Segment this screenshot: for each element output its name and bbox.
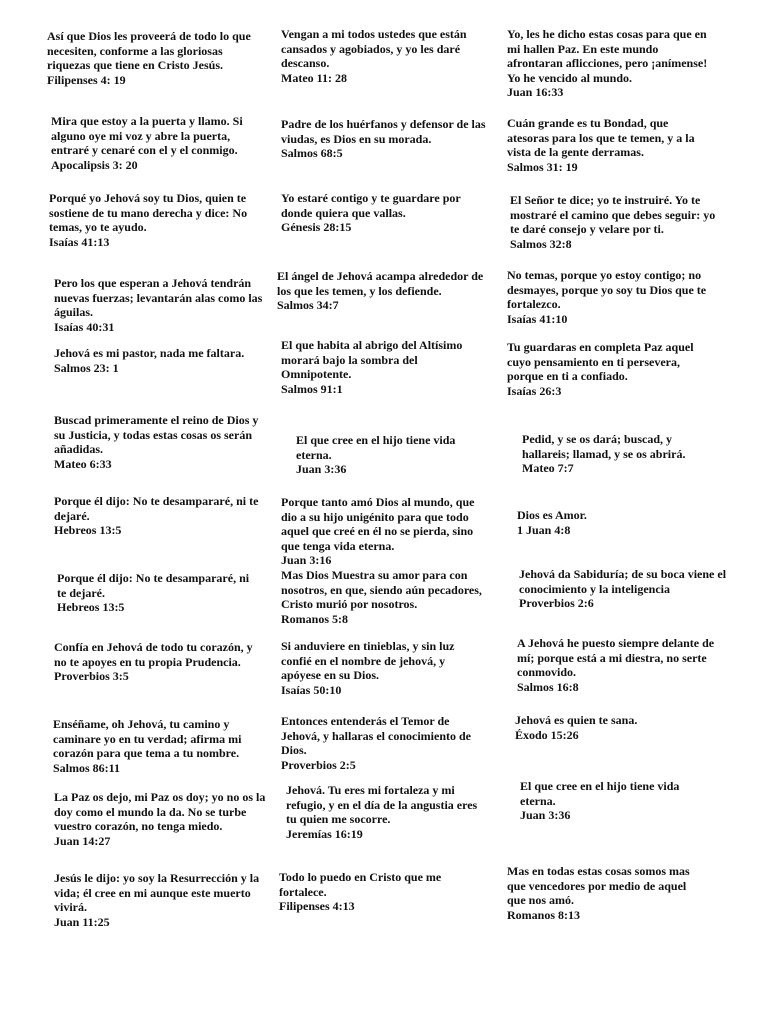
verse-reference: Romanos 5:8 bbox=[281, 611, 349, 626]
verse-reference: Romanos 8:13 bbox=[507, 907, 581, 922]
verse-reference: Génesis 28:15 bbox=[281, 220, 352, 234]
verse-reference: Mateo 6:33 bbox=[54, 456, 112, 471]
verse-card bbox=[47, 29, 261, 87]
verse-reference: Salmos 34:7 bbox=[277, 298, 339, 312]
verse-card bbox=[296, 433, 476, 477]
verse-card bbox=[281, 568, 489, 626]
verse-text: Yo, les he dicho estas cosas para que en mi hallen Paz. En este mundo afrontaran aflicciones, pero ¡anímense! Yo he vencido al mundo. bbox=[507, 27, 708, 85]
verse-text: Jehová da Sabiduría; de su boca viene el conocimiento y la inteligencia bbox=[519, 567, 727, 596]
verse-card bbox=[517, 636, 729, 694]
verse-card bbox=[54, 494, 260, 538]
verse-reference: Salmos 32:8 bbox=[510, 236, 572, 251]
verse-reference: Jeremías 16:19 bbox=[286, 826, 363, 841]
verse-card bbox=[519, 567, 729, 611]
verse-card bbox=[277, 269, 487, 313]
verse-reference: Salmos 68:5 bbox=[281, 146, 343, 160]
verse-text: Porque tanto amó Dios al mundo, que dio a su hijo unigénito para que todo aquel que creé en él no se pierda, sino que tenga vida eterna. bbox=[281, 495, 475, 553]
verse-reference: Salmos 86:11 bbox=[53, 760, 121, 775]
verse-reference: Isaías 40:31 bbox=[54, 319, 115, 334]
verse-text: Así que Dios les proveerá de todo lo que necesiten, conforme a las gloriosas riquezas que tiene en Cristo Jesús. bbox=[47, 29, 251, 72]
verse-card bbox=[510, 193, 724, 251]
verse-text: Jehová. Tu eres mi fortaleza y mi refugio, y en el día de la angustia eres tu quien me socorre. bbox=[286, 783, 478, 826]
verse-reference: Apocalipsis 3: 20 bbox=[51, 157, 138, 172]
verse-reference: Salmos 31: 19 bbox=[507, 159, 578, 174]
verse-card bbox=[54, 640, 264, 684]
verse-reference: Isaías 50:10 bbox=[281, 682, 342, 697]
verse-text: Confía en Jehová de todo tu corazón, y no te apoyes en tu propia Prudencia. bbox=[54, 640, 253, 669]
verse-reference: Proverbios 3:5 bbox=[54, 669, 129, 683]
verse-card bbox=[281, 117, 489, 161]
verse-reference: Salmos 91:1 bbox=[281, 381, 343, 396]
verse-reference: Proverbios 2:5 bbox=[281, 757, 356, 772]
verse-text: El ángel de Jehová acampa alrededor de los que les temen, y los defiende. bbox=[277, 269, 484, 298]
verse-card bbox=[54, 346, 264, 375]
verse-text: La Paz os dejo, mi Paz os doy; yo no os la doy como el mundo la da. No se turbe vuestro corazón, no tenga miedo. bbox=[54, 790, 266, 833]
verse-text: Vengan a mi todos ustedes que están cansados y agobiados, y yo les daré descanso. bbox=[281, 27, 467, 70]
verse-card bbox=[53, 717, 265, 775]
verse-text: A Jehová he puesto siempre delante de mí; porque está a mi diestra, no serte conmovido. bbox=[517, 636, 715, 679]
verse-text: No temas, porque yo estoy contigo; no desmayes, porque yo soy tu Dios que te fortalezco. bbox=[507, 268, 707, 311]
verse-card bbox=[286, 783, 490, 841]
verse-text: Buscad primeramente el reino de Dios y su Justicia, y todas estas cosas os serán añadidas. bbox=[54, 413, 259, 456]
verse-reference: Filipenses 4:13 bbox=[279, 899, 355, 913]
verse-text: Mas en todas estas cosas somos mas que vencedores por medio de aquel que nos amó. bbox=[507, 864, 690, 907]
verse-reference: Juan 3:16 bbox=[281, 553, 332, 567]
verse-text: Jehová es quien te sana. bbox=[515, 713, 638, 727]
verse-text: Padre de los huérfanos y defensor de las viudas, es Dios en su morada. bbox=[281, 117, 486, 146]
verse-text: Pedid, y se os dará; buscad, y hallareis; llamad, y se os abrirá. bbox=[522, 432, 686, 461]
verse-reference: Isaías 41:13 bbox=[49, 234, 110, 249]
verse-card bbox=[517, 508, 667, 537]
verse-text: Si anduviere en tinieblas, y sin luz confié en el nombre de jehová, y apóyese en su Dios. bbox=[281, 639, 455, 682]
verse-card bbox=[281, 338, 487, 396]
verse-text: Pero los que esperan a Jehová tendrán nuevas fuerzas; levantarán alas como las águilas. bbox=[54, 276, 263, 319]
verse-card bbox=[54, 871, 266, 929]
verse-card bbox=[54, 276, 264, 334]
verse-card bbox=[507, 116, 713, 174]
verse-text: El que habita al abrigo del Altísimo morará bajo la sombra del Omnipotente. bbox=[281, 338, 463, 381]
verse-card bbox=[49, 191, 261, 249]
verse-reference: Hebreos 13:5 bbox=[54, 523, 122, 537]
verse-card bbox=[279, 870, 469, 914]
verse-text: Mas Dios Muestra su amor para con nosotros, en que, siendo aún pecadores, Cristo murió por nosotros. bbox=[281, 568, 482, 611]
verse-text: El que cree en el hijo tiene vida eterna. bbox=[520, 779, 680, 808]
verse-reference: Salmos 16:8 bbox=[517, 679, 579, 694]
verse-card bbox=[281, 191, 487, 235]
verse-reference: Éxodo 15:26 bbox=[515, 727, 579, 742]
verse-card bbox=[507, 27, 715, 100]
verse-card bbox=[51, 114, 263, 172]
verse-text: Enséñame, oh Jehová, tu camino y caminare yo en tu verdad; afirma mi corazón para que tema a tu nombre. bbox=[53, 717, 242, 760]
verse-text: Jehová es mi pastor, nada me faltara. bbox=[54, 346, 245, 360]
verse-reference: Proverbios 2:6 bbox=[519, 596, 594, 610]
verse-text: Mira que estoy a la puerta y llamo. Si alguno oye mi voz y abre la puerta, entraré y cenaré con el y el conmigo. bbox=[51, 114, 243, 157]
verse-text: Porque él dijo: No te desampararé, ni te dejaré. bbox=[57, 571, 250, 600]
verse-card bbox=[54, 790, 266, 853]
verse-text: Porque él dijo: No te desampararé, ni te dejaré. bbox=[54, 494, 259, 523]
verse-card bbox=[520, 779, 700, 823]
verse-reference: Isaías 26:3 bbox=[507, 383, 562, 398]
verse-reference: Hebreos 13:5 bbox=[57, 600, 125, 614]
verse-card bbox=[281, 639, 479, 697]
verse-text: Yo estaré contigo y te guardare por donde quiera que vallas. bbox=[281, 191, 461, 220]
verse-reference: Filipenses 4: 19 bbox=[47, 72, 126, 87]
verse-text: Todo lo puedo en Cristo que me fortalece. bbox=[279, 870, 442, 899]
verse-text: Jesús le dijo: yo soy la Resurrección y la vida; él cree en mi aunque este muerto vivirá. bbox=[54, 871, 260, 914]
verse-reference: Mateo 7:7 bbox=[522, 461, 574, 475]
verse-text: Cuán grande es tu Bondad, que atesoras para los que te temen, y a la vista de la gente derramas. bbox=[507, 116, 695, 159]
verse-reference: Juan 11:25 bbox=[54, 914, 110, 929]
verse-card bbox=[281, 27, 489, 85]
verse-card bbox=[507, 340, 713, 398]
verse-reference: Juan 3:36 bbox=[296, 462, 347, 476]
verse-card bbox=[57, 571, 260, 615]
verse-text: El Señor te dice; yo te instruiré. Yo te mostraré el camino que debes seguir: yo te daré consejo y velare por ti. bbox=[510, 193, 716, 236]
verse-card bbox=[515, 713, 695, 742]
verse-card bbox=[507, 268, 717, 326]
verse-text: El que cree en el hijo tiene vida eterna. bbox=[296, 433, 456, 462]
verse-text: Porqué yo Jehová soy tu Dios, quien te sostiene de tu mano derecha y dice: No temas, yo te ayudo. bbox=[49, 191, 248, 234]
verse-reference: 1 Juan 4:8 bbox=[517, 522, 571, 537]
verse-reference: Juan 16:33 bbox=[507, 85, 564, 99]
verse-reference: Juan 3:36 bbox=[520, 808, 571, 822]
verse-reference: Isaías 41:10 bbox=[507, 311, 568, 326]
verse-reference: Mateo 11: 28 bbox=[281, 70, 347, 85]
verse-card bbox=[522, 432, 706, 476]
verse-text: Entonces entenderás el Temor de Jehová, y hallaras el conocimiento de Dios. bbox=[281, 714, 471, 757]
verse-card bbox=[54, 413, 266, 471]
verse-card bbox=[507, 864, 703, 922]
verse-text: Dios es Amor. bbox=[517, 508, 587, 522]
verse-card bbox=[281, 714, 477, 772]
verse-reference: Salmos 23: 1 bbox=[54, 360, 119, 375]
verse-text: Tu guardaras en completa Paz aquel cuyo pensamiento en ti persevera, porque en ti a confiado. bbox=[507, 340, 694, 383]
verse-reference: Juan 14:27 bbox=[54, 833, 111, 848]
verse-card bbox=[281, 495, 489, 568]
